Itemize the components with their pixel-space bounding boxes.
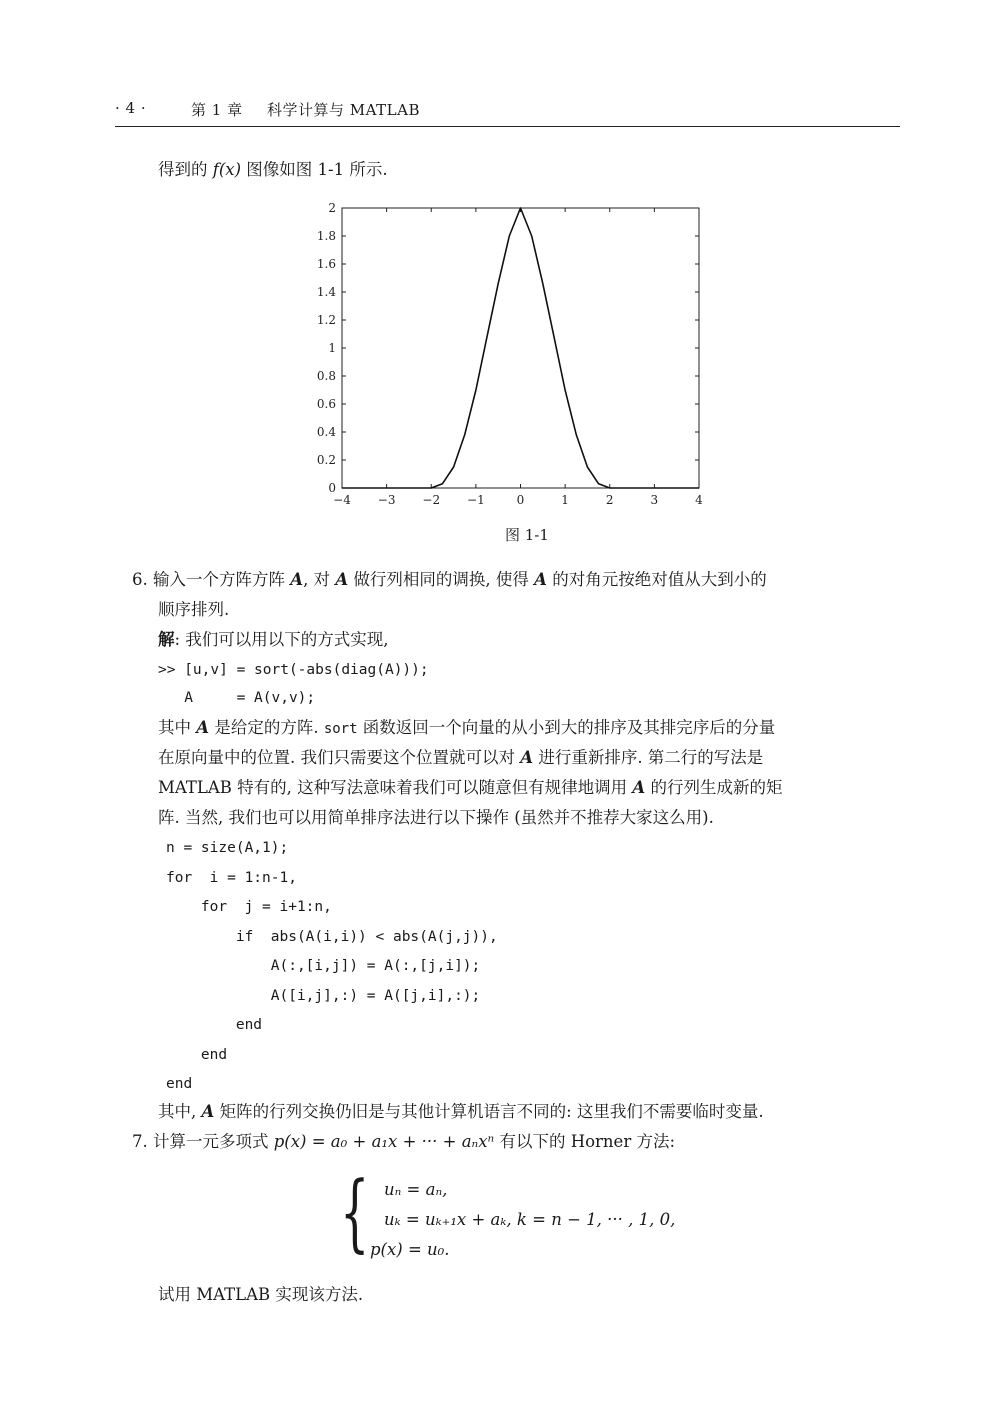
para2-text-b: 进行重新排序. 第二行的写法是 [538, 748, 764, 767]
intro-text-after: 图像如图 1-1 所示. [246, 160, 388, 179]
item7-text-b: 有以下的 Horner 方法: [499, 1132, 676, 1151]
function-fx: f(x) [212, 160, 242, 179]
polynomial-formula: p(x) = a₀ + a₁x + ··· + aₙxⁿ [273, 1132, 495, 1151]
y-tick-label: 1.8 [316, 229, 336, 243]
x-tick-label: 3 [650, 493, 659, 507]
solution-text: : 我们可以用以下的方式实现, [174, 630, 389, 649]
x-tick-label: 1 [561, 493, 569, 507]
y-tick-label: 0 [328, 481, 336, 495]
code-line-sort: >> [u,v] = sort(-abs(diag(A))); [158, 662, 429, 678]
task-line: 试用 MATLAB 实现该方法. [158, 1285, 364, 1304]
y-tick-label: 0.2 [316, 453, 336, 467]
figure-1-1-chart [300, 195, 720, 520]
header-rule [115, 126, 900, 127]
code-line: n = size(A,1); [166, 840, 289, 856]
x-tick-label: 4 [695, 493, 703, 507]
para1-text-c: 函数返回一个向量的从小到大的排序及其排完序后的分量 [362, 718, 776, 737]
y-tick-label: 1.4 [316, 285, 336, 299]
code-line: end [166, 1076, 193, 1092]
item6-line2: 顺序排列. [158, 600, 230, 619]
para-line-4: 阵. 当然, 我们也可以用简单排序法进行以下操作 (虽然并不推荐大家这么用). [158, 808, 714, 827]
solution-line [158, 630, 389, 650]
y-tick-label: 0.4 [316, 425, 336, 439]
item6-text-b: , 对 [303, 570, 331, 589]
y-tick-label: 2 [328, 201, 336, 215]
code-line: for j = i+1:n, [166, 899, 332, 915]
code-line: end [166, 1046, 228, 1063]
x-tick-label: 2 [605, 493, 614, 507]
x-tick-label: −3 [377, 493, 396, 507]
closing-text-b: 矩阵的行列交换仍旧是与其他计算机语言不同的: 这里我们不需要临时变量. [219, 1102, 764, 1121]
code-line-reorder: A = A(v,v); [158, 690, 316, 706]
sort-code-block [166, 838, 498, 1104]
para3-text-b: 的行列生成新的矩 [650, 778, 783, 797]
plot-frame [342, 208, 699, 488]
item6-line1 [132, 570, 767, 590]
matrix-symbol: A [201, 1102, 215, 1121]
page-header [115, 97, 900, 127]
code-line: if abs(A(i,i)) < abs(A(j,j)), [166, 928, 498, 945]
code-line: for i = 1:n-1, [166, 869, 297, 886]
matrix-symbol: A [632, 778, 646, 797]
matrix-symbol: A [196, 718, 210, 737]
x-tick-label: −1 [467, 493, 485, 507]
horner-eq-2: uₖ = uₖ₊₁x + aₖ, k = n − 1, ··· , 1, 0, [384, 1210, 676, 1229]
para-line-3 [158, 778, 782, 798]
item6-number: 6. [132, 570, 148, 589]
code-line: A(:,[i,j]) = A(:,[j,i]); [166, 958, 481, 974]
x-tick-label: 0 [516, 493, 525, 507]
para2-text-a: 在原向量中的位置. 我们只需要这个位置就可以对 [158, 748, 515, 767]
intro-line [158, 160, 388, 180]
y-tick-label: 0.6 [316, 397, 336, 411]
solution-label: 解 [158, 630, 175, 649]
para3-text-a: MATLAB 特有的, 这种写法意味着我们可以随意但有规律地调用 [158, 778, 628, 797]
matrix-symbol: A [290, 570, 304, 589]
y-tick-label: 1 [328, 341, 336, 355]
para-line-2 [158, 748, 763, 768]
para-line-1 [158, 718, 775, 739]
closing-text-a: 其中, [158, 1102, 197, 1121]
closing-line [158, 1102, 764, 1122]
series-line [342, 208, 699, 488]
chapter-label: 第 1 章 [191, 101, 243, 119]
item7-line [132, 1132, 675, 1152]
page-number: · 4 · [115, 99, 147, 117]
x-tick-label: −2 [422, 493, 441, 507]
para1-text-a: 其中 [158, 718, 191, 737]
left-brace: { [340, 1163, 370, 1261]
item6-text-d: 的对角元按绝对值从大到小的 [552, 570, 767, 589]
item7-number: 7. [132, 1132, 148, 1151]
item6-text-c: 做行列相同的调换, 使得 [353, 570, 529, 589]
horner-eq-1: uₙ = aₙ, [384, 1180, 448, 1199]
matrix-symbol: A [520, 748, 534, 767]
y-tick-label: 1.6 [316, 257, 336, 271]
x-tick-label: −4 [333, 493, 351, 507]
horner-eq-3: p(x) = u₀. [370, 1240, 450, 1259]
item6-text-a: 输入一个方阵方阵 [153, 570, 285, 589]
chapter-title: 科学计算与 MATLAB [267, 101, 420, 119]
matrix-symbol: A [335, 570, 349, 589]
item7-text-a: 计算一元多项式 [153, 1132, 269, 1151]
y-tick-label: 0.8 [316, 369, 336, 383]
code-line: end [166, 1017, 263, 1033]
y-tick-label: 1.2 [316, 313, 336, 327]
para1-text-b: 是给定的方阵. [214, 718, 319, 737]
intro-text-before: 得到的 [158, 160, 208, 179]
code-line: A([i,j],:) = A([j,i],:); [166, 987, 481, 1004]
matrix-symbol: A [534, 570, 547, 589]
figure-caption: 图 1-1 [505, 526, 549, 544]
sort-keyword: sort [323, 721, 358, 737]
